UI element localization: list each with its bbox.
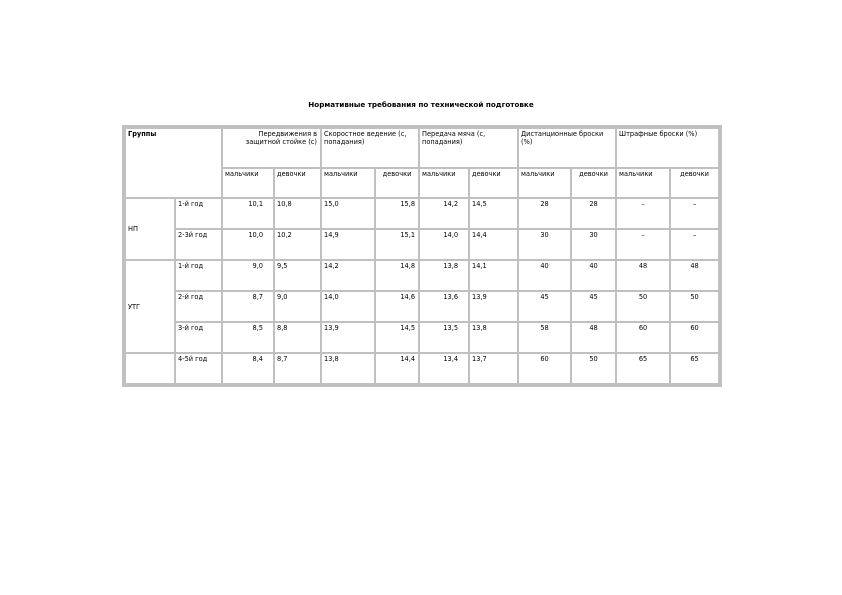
header-row — [125, 128, 719, 168]
empty-group-cell — [125, 353, 175, 384]
value-cell: 13,9 — [469, 291, 518, 322]
value-cell: 9,5 — [274, 260, 321, 291]
boys-header: мальчики — [419, 168, 469, 198]
value-cell: 28 — [518, 198, 571, 229]
girls-header: девочки — [670, 168, 719, 198]
year-cell: 3-й год — [175, 322, 222, 353]
girls-header: девочки — [469, 168, 518, 198]
value-cell: – — [670, 229, 719, 260]
year-cell: 2-й год — [175, 291, 222, 322]
value-cell: 13,9 — [321, 322, 375, 353]
value-cell: 8,8 — [274, 322, 321, 353]
table-row — [125, 229, 719, 260]
value-cell: 40 — [571, 260, 616, 291]
value-cell: 10,1 — [222, 198, 274, 229]
value-cell: 60 — [616, 322, 670, 353]
value-cell: 13,6 — [419, 291, 469, 322]
table-row — [125, 291, 719, 322]
value-cell: 14,8 — [375, 260, 419, 291]
boys-header: мальчики — [518, 168, 571, 198]
value-cell: 14,6 — [375, 291, 419, 322]
value-cell: 48 — [571, 322, 616, 353]
table-row — [125, 353, 719, 384]
metric-header: Передвижения в защитной стойке (с) — [222, 128, 321, 168]
table-row — [125, 322, 719, 353]
value-cell: – — [616, 198, 670, 229]
girls-header: девочки — [274, 168, 321, 198]
value-cell: 13,5 — [419, 322, 469, 353]
value-cell: 14,2 — [321, 260, 375, 291]
value-cell: 60 — [670, 322, 719, 353]
year-cell: 1-й год — [175, 260, 222, 291]
value-cell: 9,0 — [222, 260, 274, 291]
value-cell: 13,7 — [469, 353, 518, 384]
value-cell: 10,2 — [274, 229, 321, 260]
value-cell: 48 — [616, 260, 670, 291]
value-cell: 9,0 — [274, 291, 321, 322]
value-cell: 14,9 — [321, 229, 375, 260]
year-cell: 2-3й год — [175, 229, 222, 260]
page-title: Нормативные требования по технической подготовке — [308, 100, 534, 109]
value-cell: 13,8 — [321, 353, 375, 384]
value-cell: 8,4 — [222, 353, 274, 384]
metric-header: Передача мяча (с, попадания) — [419, 128, 518, 168]
value-cell: 50 — [670, 291, 719, 322]
girls-header: девочки — [571, 168, 616, 198]
value-cell: 14,4 — [469, 229, 518, 260]
girls-header: девочки — [375, 168, 419, 198]
value-cell: 14,4 — [375, 353, 419, 384]
group-name: УТГ — [125, 260, 175, 353]
group-name: НП — [125, 198, 175, 260]
table-row — [125, 260, 719, 291]
value-cell: 8,7 — [274, 353, 321, 384]
value-cell: 10,0 — [222, 229, 274, 260]
value-cell: 15,8 — [375, 198, 419, 229]
value-cell: 48 — [670, 260, 719, 291]
boys-header: мальчики — [222, 168, 274, 198]
metric-header: Скоростное ведение (с, попадания) — [321, 128, 419, 168]
value-cell: 65 — [670, 353, 719, 384]
value-cell: 8,7 — [222, 291, 274, 322]
value-cell: 13,4 — [419, 353, 469, 384]
value-cell: 28 — [571, 198, 616, 229]
value-cell: – — [670, 198, 719, 229]
year-cell: 4-5й год — [175, 353, 222, 384]
value-cell: 13,8 — [469, 322, 518, 353]
value-cell: 8,5 — [222, 322, 274, 353]
value-cell: 13,8 — [419, 260, 469, 291]
value-cell: 14,0 — [321, 291, 375, 322]
groups-header: Группы — [125, 128, 222, 198]
value-cell: 15,0 — [321, 198, 375, 229]
boys-header: мальчики — [321, 168, 375, 198]
value-cell: 14,0 — [419, 229, 469, 260]
value-cell: 14,1 — [469, 260, 518, 291]
metric-header: Дистанционные броски (%) — [518, 128, 616, 168]
table-row — [125, 198, 719, 229]
value-cell: 40 — [518, 260, 571, 291]
value-cell: 30 — [518, 229, 571, 260]
value-cell: 65 — [616, 353, 670, 384]
value-cell: 15,1 — [375, 229, 419, 260]
value-cell: 14,5 — [375, 322, 419, 353]
value-cell: 45 — [518, 291, 571, 322]
value-cell: 50 — [616, 291, 670, 322]
norms-table — [122, 125, 722, 387]
value-cell: 60 — [518, 353, 571, 384]
value-cell: 14,5 — [469, 198, 518, 229]
value-cell: 50 — [571, 353, 616, 384]
boys-header: мальчики — [616, 168, 670, 198]
metric-header: Штрафные броски (%) — [616, 128, 719, 168]
value-cell: 45 — [571, 291, 616, 322]
value-cell: 58 — [518, 322, 571, 353]
value-cell: 30 — [571, 229, 616, 260]
year-cell: 1-й год — [175, 198, 222, 229]
value-cell: – — [616, 229, 670, 260]
value-cell: 10,8 — [274, 198, 321, 229]
value-cell: 14,2 — [419, 198, 469, 229]
